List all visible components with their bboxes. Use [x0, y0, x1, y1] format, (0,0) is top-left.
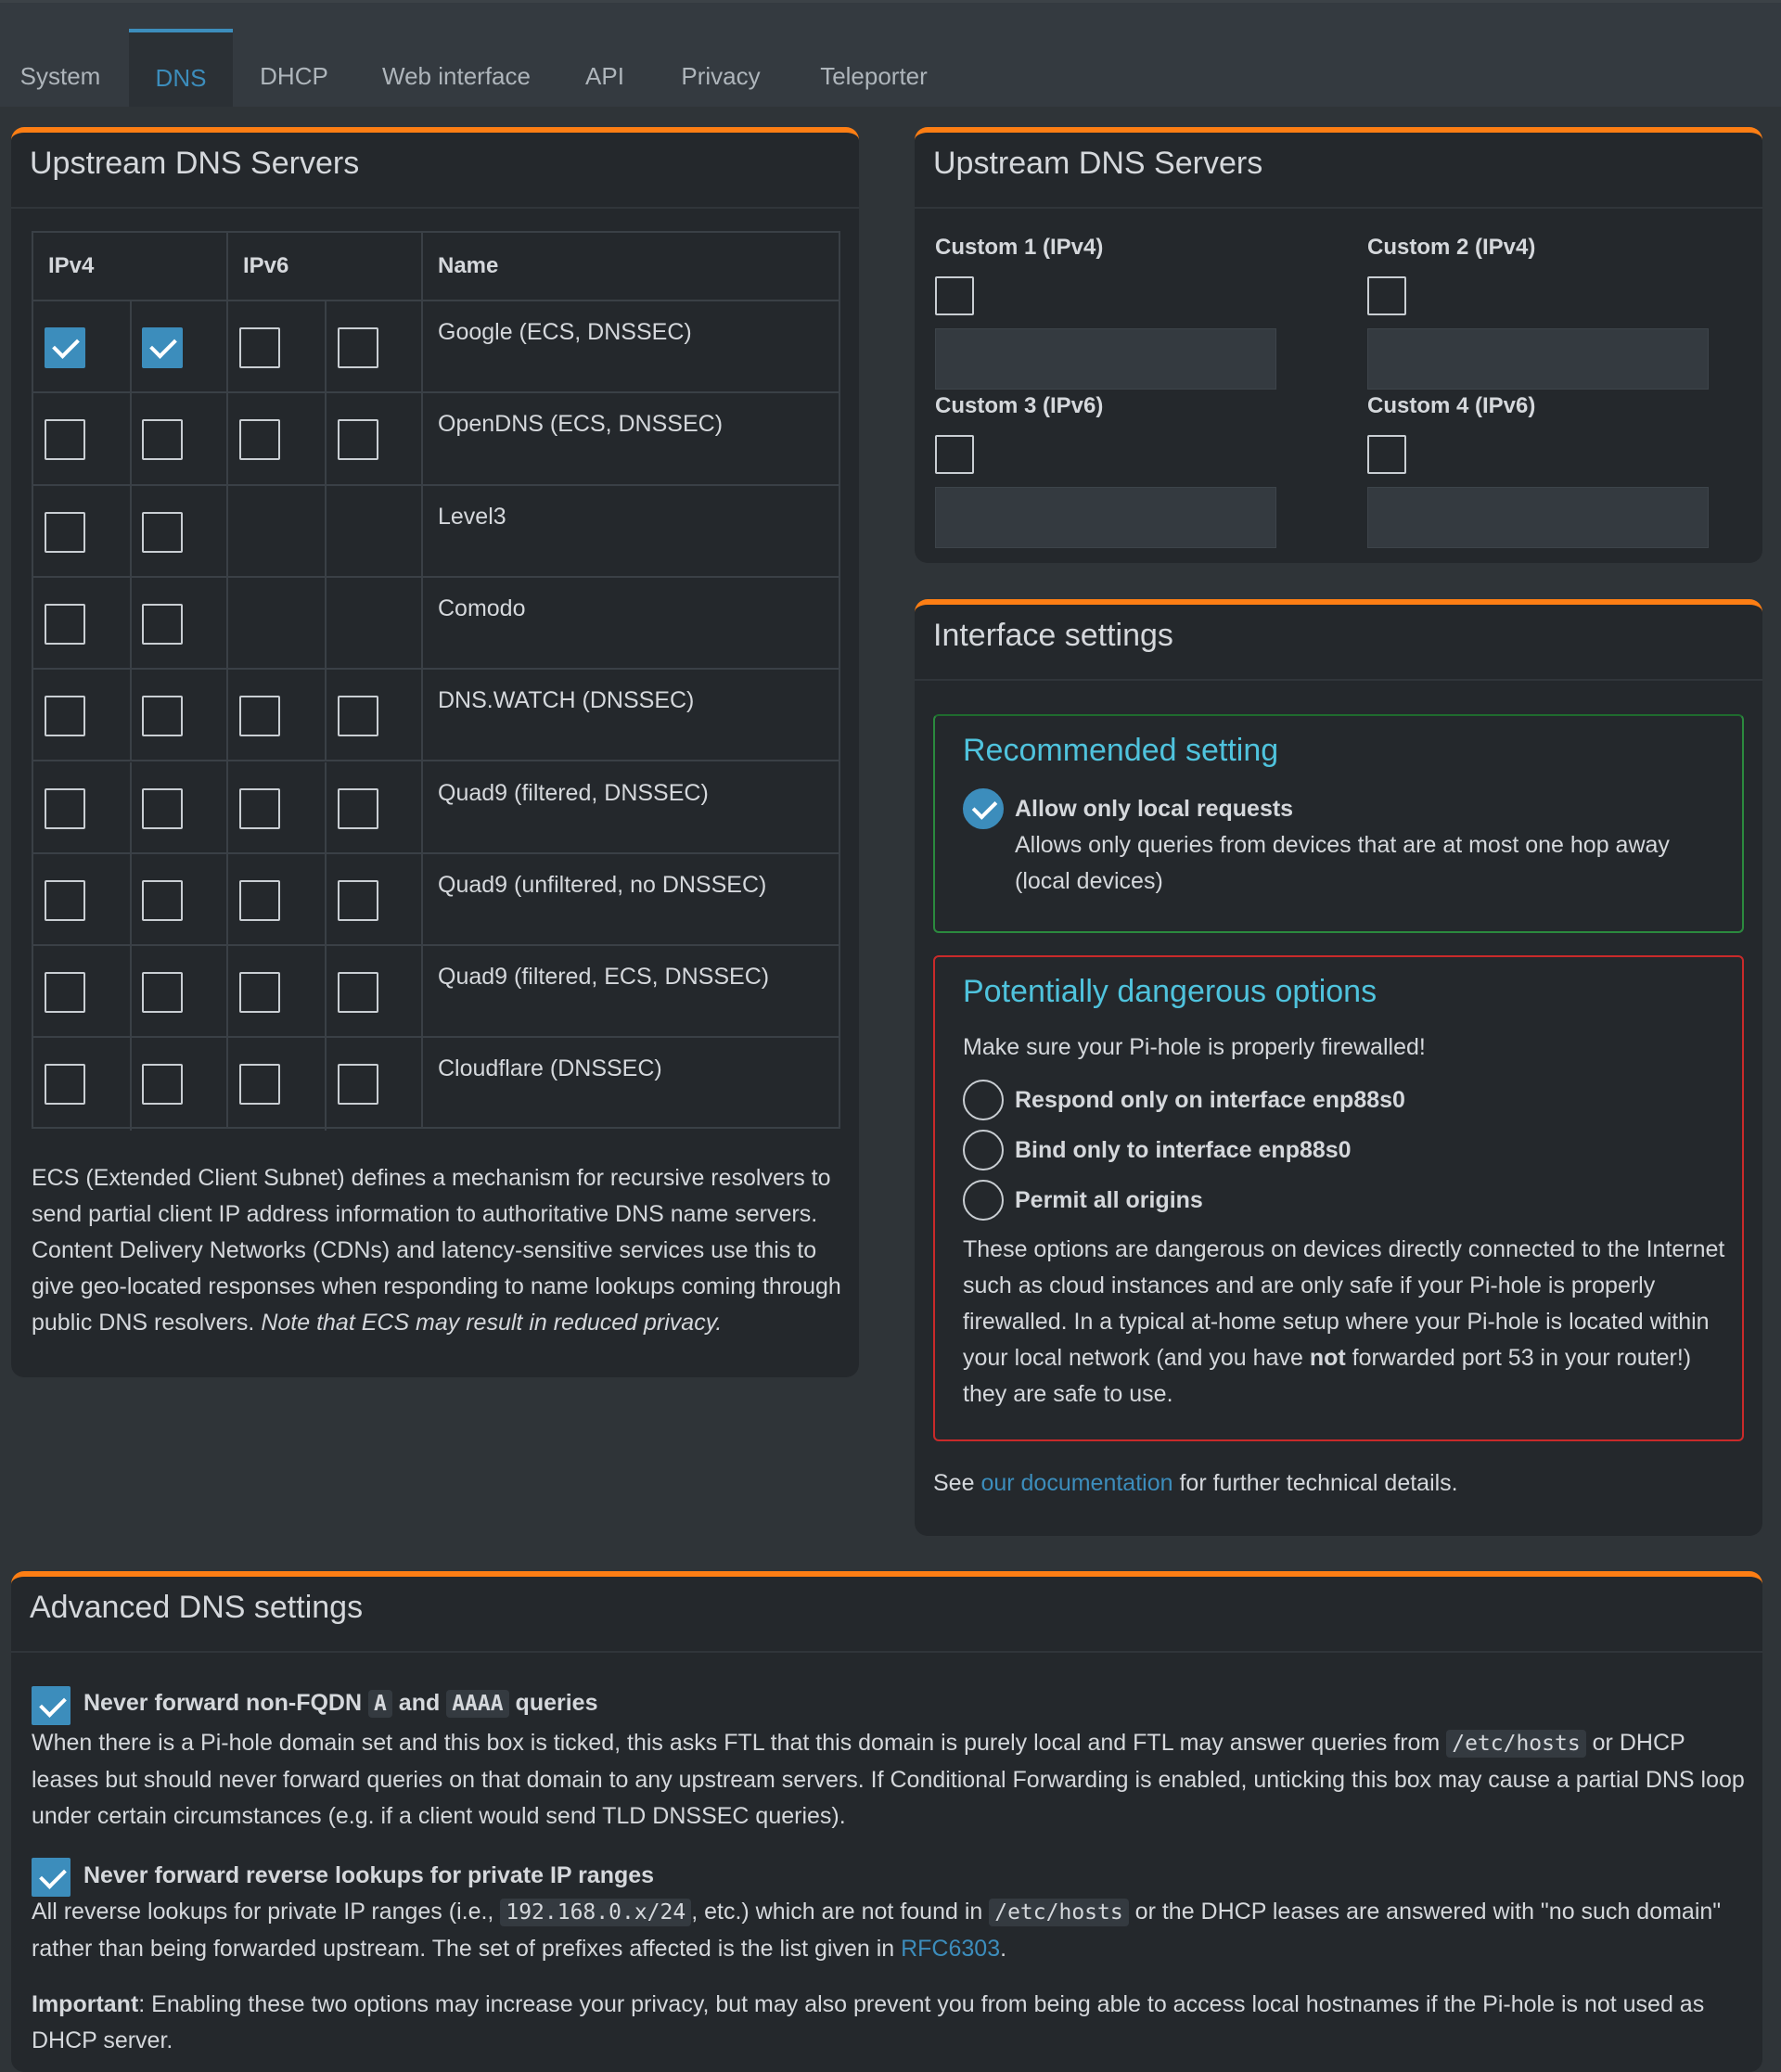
ipv6-primary-checkbox[interactable]: [239, 1064, 280, 1105]
respond-interface-radio[interactable]: [963, 1080, 1004, 1120]
interface-settings-card: [915, 599, 1762, 1536]
cell-divider: [325, 854, 327, 946]
tab-privacy[interactable]: Privacy: [681, 62, 761, 90]
ipv4-secondary-checkbox[interactable]: [142, 419, 183, 460]
ipv4-primary-checkbox[interactable]: [45, 788, 85, 829]
tab-web-interface[interactable]: Web interface: [382, 62, 531, 90]
dangerous-description: [963, 1232, 1733, 1413]
code-etc-hosts: /etc/hosts: [1446, 1730, 1585, 1758]
never-forward-fqdn-checkbox[interactable]: [32, 1686, 70, 1725]
ipv6-primary-checkbox[interactable]: [239, 419, 280, 460]
ipv4-primary-checkbox[interactable]: [45, 419, 85, 460]
allow-local-label[interactable]: Allow only local requests: [1015, 796, 1294, 822]
ipv6-secondary-checkbox[interactable]: [338, 1064, 378, 1105]
custom4-checkbox[interactable]: [1367, 435, 1406, 474]
dns-provider-name: DNS.WATCH (DNSSEC): [438, 687, 695, 714]
allow-local-desc: Allows only queries from devices that are at most one hop away (local devices): [1015, 832, 1670, 894]
ipv4-secondary-checkbox[interactable]: [142, 972, 183, 1013]
bind-interface-radio[interactable]: [963, 1130, 1004, 1170]
rfc6303-link[interactable]: RFC6303: [901, 1936, 1001, 1962]
label-part: queries: [515, 1690, 598, 1716]
never-forward-reverse-desc: [32, 1894, 1748, 1967]
dns-provider-name: Quad9 (filtered, DNSSEC): [438, 779, 709, 806]
code-ip-range: 192.168.0.x/24: [500, 1899, 691, 1926]
divider: [11, 1651, 1762, 1653]
recommended-title: Recommended setting: [963, 733, 1279, 768]
table-row: [33, 854, 840, 946]
ipv4-primary-checkbox[interactable]: [45, 512, 85, 553]
ipv6-secondary-checkbox[interactable]: [338, 972, 378, 1013]
desc-part: When there is a Pi-hole domain set and this box is ticked, this asks FTL that this domain is purely local and FTL may answer queries from: [32, 1730, 1441, 1756]
important-text: : Enabling these two options may increase your privacy, but may also prevent you from being able to access local hostnames if the Pi-hole is not used as DHCP server.: [32, 1991, 1705, 2053]
header-ipv4: IPv4: [48, 253, 95, 278]
ecs-note: Note that ECS may result in reduced privacy.: [261, 1310, 723, 1336]
upstream-dns-card: [11, 127, 859, 1377]
divider: [915, 679, 1762, 681]
desc-part: .: [1000, 1936, 1007, 1962]
ipv6-secondary-checkbox[interactable]: [338, 327, 378, 368]
never-forward-fqdn-label[interactable]: [83, 1690, 597, 1717]
ipv4-secondary-checkbox[interactable]: [142, 788, 183, 829]
dangerous-desc-bold: not: [1309, 1345, 1346, 1371]
card-title: Upstream DNS Servers: [30, 146, 360, 181]
code-aaaa: AAAA: [446, 1690, 508, 1718]
ipv4-secondary-checkbox[interactable]: [142, 327, 183, 368]
cell-divider: [130, 486, 132, 578]
custom4-input[interactable]: [1367, 487, 1709, 548]
ipv6-primary-checkbox[interactable]: [239, 788, 280, 829]
custom1-label: Custom 1 (IPv4): [935, 235, 1104, 260]
cell-divider: [130, 854, 132, 946]
ipv6-primary-checkbox[interactable]: [239, 972, 280, 1013]
cell-divider: [325, 486, 327, 578]
table-row: [33, 762, 840, 854]
ipv6-primary-checkbox[interactable]: [239, 880, 280, 921]
dangerous-box: [933, 955, 1744, 1441]
cell-divider: [130, 1038, 132, 1130]
doc-post: for further technical details.: [1179, 1470, 1458, 1496]
respond-interface-label[interactable]: Respond only on interface enp88s0: [1015, 1087, 1405, 1113]
ipv4-secondary-checkbox[interactable]: [142, 880, 183, 921]
custom2-input[interactable]: [1367, 328, 1709, 390]
never-forward-reverse-checkbox[interactable]: [32, 1858, 70, 1897]
cell-divider: [325, 393, 327, 485]
dangerous-desc-b: forwarded port 53 in your router!) they are safe to use.: [963, 1345, 1692, 1407]
advanced-dns-card: [11, 1571, 1762, 2072]
doc-pre: See: [933, 1470, 975, 1496]
tab-dns[interactable]: DNS: [129, 29, 233, 107]
ipv4-primary-checkbox[interactable]: [45, 327, 85, 368]
ipv4-secondary-checkbox[interactable]: [142, 1064, 183, 1105]
tab-dhcp[interactable]: DHCP: [260, 62, 328, 90]
cell-divider: [325, 1038, 327, 1130]
dns-provider-name: Quad9 (unfiltered, no DNSSEC): [438, 871, 767, 898]
header-ipv6: IPv6: [243, 253, 289, 278]
card-title: Upstream DNS Servers: [933, 146, 1263, 181]
ipv4-primary-checkbox[interactable]: [45, 1064, 85, 1105]
table-row: [33, 578, 840, 670]
important-note: [32, 1987, 1748, 2059]
cell-divider: [325, 946, 327, 1038]
desc-part: or DHCP leases but should never forward queries on that domain to any upstream servers. If Conditional Forwarding is enabled, unticking this box may cause a partial DNS loop under certain circumstances (e.g. if a client would send TLD DNSSEC queries).: [32, 1730, 1745, 1829]
cell-divider: [130, 670, 132, 761]
ipv6-secondary-checkbox[interactable]: [338, 880, 378, 921]
ipv4-primary-checkbox[interactable]: [45, 880, 85, 921]
custom3-label: Custom 3 (IPv6): [935, 393, 1104, 418]
never-forward-fqdn-desc: [32, 1725, 1748, 1835]
table-row: [33, 670, 840, 761]
settings-tabs: [0, 3, 1781, 107]
firewall-warning: Make sure your Pi-hole is properly firewalled!: [963, 1034, 1426, 1060]
ipv6-secondary-checkbox[interactable]: [338, 419, 378, 460]
bind-interface-label[interactable]: Bind only to interface enp88s0: [1015, 1137, 1352, 1163]
ipv6-primary-checkbox[interactable]: [239, 696, 280, 736]
custom2-checkbox[interactable]: [1367, 276, 1406, 315]
dns-provider-name: Comodo: [438, 595, 526, 621]
desc-part: or the DHCP leases are answered with "no such domain" rather than being forwarded upstream. The set of prefixes affected is the list given in: [32, 1899, 1722, 1962]
table-row: [33, 393, 840, 485]
cell-divider: [325, 762, 327, 854]
ipv4-secondary-checkbox[interactable]: [142, 512, 183, 553]
custom1-input[interactable]: [935, 328, 1276, 390]
ipv6-primary-checkbox[interactable]: [239, 327, 280, 368]
custom3-input[interactable]: [935, 487, 1276, 548]
tab-system[interactable]: System: [19, 62, 101, 90]
ipv4-primary-checkbox[interactable]: [45, 604, 85, 645]
divider: [915, 207, 1762, 209]
ipv4-secondary-checkbox[interactable]: [142, 604, 183, 645]
cell-divider: [130, 762, 132, 854]
documentation-note: [933, 1465, 1458, 1502]
label-part: and: [398, 1690, 441, 1716]
ipv4-primary-checkbox[interactable]: [45, 696, 85, 736]
tab-api[interactable]: API: [585, 62, 624, 90]
card-title: Advanced DNS settings: [30, 1590, 364, 1625]
recommended-box: [933, 714, 1744, 933]
dns-provider-name: Cloudflare (DNSSEC): [438, 1055, 662, 1082]
dangerous-desc-a: These options are dangerous on devices directly connected to the Internet such as cloud instances and are only safe if your Pi-hole is properly firewalled. In a typical at-home setup where your Pi-hole is located within your local network (and you have: [963, 1236, 1725, 1371]
desc-part: All reverse lookups for private IP ranges (i.e.,: [32, 1899, 494, 1925]
table-row: [33, 946, 840, 1038]
cell-divider: [130, 946, 132, 1038]
dns-provider-name: OpenDNS (ECS, DNSSEC): [438, 411, 724, 438]
cell-divider: [325, 578, 327, 670]
tab-teleporter[interactable]: Teleporter: [820, 62, 928, 90]
custom-upstream-card: [915, 127, 1762, 563]
never-forward-reverse-label[interactable]: Never forward reverse lookups for private IP ranges: [83, 1862, 655, 1888]
permit-all-radio[interactable]: [963, 1180, 1004, 1221]
ipv4-primary-checkbox[interactable]: [45, 972, 85, 1013]
custom4-label: Custom 4 (IPv6): [1367, 393, 1536, 418]
cell-divider: [130, 393, 132, 485]
card-title: Interface settings: [933, 618, 1173, 653]
cell-divider: [325, 670, 327, 761]
custom2-label: Custom 2 (IPv4): [1367, 235, 1536, 260]
cell-divider: [325, 301, 327, 393]
upstream-dns-table: [32, 231, 840, 1129]
documentation-link[interactable]: our documentation: [980, 1470, 1173, 1496]
table-row: [33, 1038, 840, 1130]
allow-local-radio[interactable]: [963, 788, 1004, 829]
cell-divider: [130, 578, 132, 670]
code-etc-hosts: /etc/hosts: [989, 1899, 1128, 1926]
ipv6-secondary-checkbox[interactable]: [338, 788, 378, 829]
dns-provider-name: Google (ECS, DNSSEC): [438, 319, 692, 345]
custom1-checkbox[interactable]: [935, 276, 974, 315]
cell-divider: [130, 301, 132, 393]
ecs-description: [32, 1160, 848, 1341]
table-row: [33, 301, 840, 393]
permit-all-label[interactable]: Permit all origins: [1015, 1187, 1203, 1213]
important-label: Important: [32, 1991, 139, 2017]
label-part: Never forward non-FQDN: [83, 1690, 363, 1716]
ipv6-secondary-checkbox[interactable]: [338, 696, 378, 736]
table-row: [33, 486, 840, 578]
ipv4-secondary-checkbox[interactable]: [142, 696, 183, 736]
dangerous-title: Potentially dangerous options: [963, 974, 1377, 1009]
divider: [11, 207, 859, 209]
header-name: Name: [438, 253, 499, 278]
desc-part: , etc.) which are not found in: [691, 1899, 983, 1925]
code-a: A: [368, 1690, 392, 1718]
dns-provider-name: Level3: [438, 503, 506, 530]
dns-provider-name: Quad9 (filtered, ECS, DNSSEC): [438, 964, 770, 991]
ecs-text: ECS (Extended Client Subnet) defines a mechanism for recursive resolvers to send partial client IP address information to authoritative DNS name servers. Content Delivery Networks (CDNs) and latency-sensitive services use this to give geo-located responses when responding to name lookups coming through public DNS resolvers.: [32, 1165, 841, 1336]
custom3-checkbox[interactable]: [935, 435, 974, 474]
